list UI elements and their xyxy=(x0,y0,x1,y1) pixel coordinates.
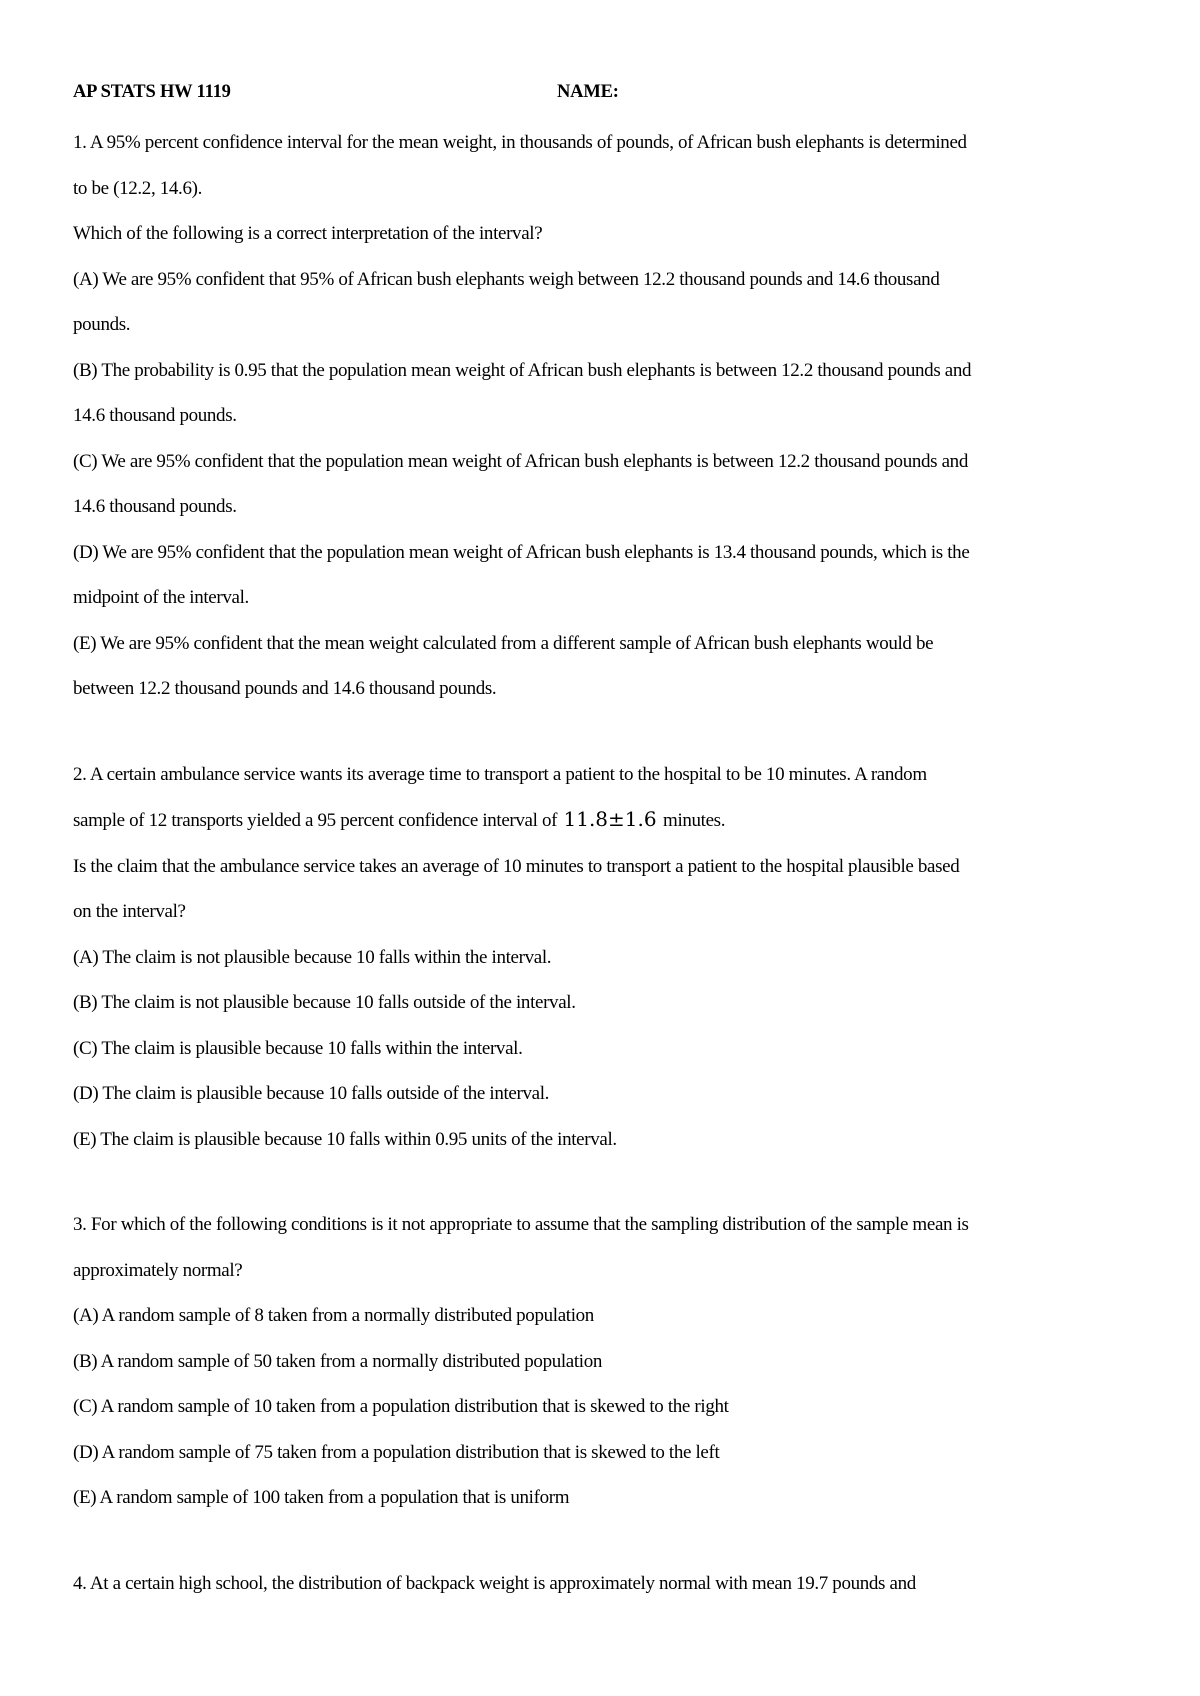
question-spacer xyxy=(73,1521,1153,1561)
q2-option-b: (B) The claim is not plausible because 10 falls outside of the interval. xyxy=(73,992,576,1013)
q2-prompt-line-2: on the interval? xyxy=(73,901,186,922)
q1-option-d-line-1: (D) We are 95% confident that the population mean weight of African bush elephants is 13.4 thousand pounds, which is the xyxy=(73,541,970,563)
question-3 xyxy=(73,1202,1153,1521)
q2-option-a: (A) The claim is not plausible because 10 falls within the interval. xyxy=(73,946,552,968)
q3-option-c: (C) A random sample of 10 taken from a population distribution that is skewed to the right xyxy=(73,1396,729,1417)
q1-stem-line-2: to be (12.2, 14.6). xyxy=(73,177,202,199)
q3-option-e: (E) A random sample of 100 taken from a population that is uniform xyxy=(73,1487,570,1508)
question-2 xyxy=(73,752,1153,1163)
worksheet-title: AP STATS HW 1119 xyxy=(73,82,231,102)
q1-option-e-line-2: between 12.2 thousand pounds and 14.6 thousand pounds. xyxy=(73,678,497,699)
q2-stem-line-1: 2. A certain ambulance service wants its average time to transport a patient to the hospital to be 10 minutes. A random xyxy=(73,763,927,785)
question-1 xyxy=(73,120,1153,712)
q2-option-d: (D) The claim is plausible because 10 falls outside of the interval. xyxy=(73,1083,550,1104)
question-4 xyxy=(73,1561,1153,1607)
q2-interval-expression: 11.8±1.6 xyxy=(563,807,657,831)
q3-stem-line-1: 3. For which of the following conditions is it not appropriate to assume that the sampling distribution of the sample mean is xyxy=(73,1214,969,1235)
q1-option-c-line-2: 14.6 thousand pounds. xyxy=(73,496,237,517)
q1-option-b-line-1: (B) The probability is 0.95 that the population mean weight of African bush elephants is between 12.2 thousand pounds and xyxy=(73,359,972,381)
q1-option-a-line-2: pounds. xyxy=(73,314,131,335)
q3-option-b: (B) A random sample of 50 taken from a normally distributed population xyxy=(73,1350,603,1372)
q2-prompt-line-1: Is the claim that the ambulance service takes an average of 10 minutes to transport a patient to the hospital plausible based xyxy=(73,855,960,877)
q2-option-e: (E) The claim is plausible because 10 falls within 0.95 units of the interval. xyxy=(73,1128,617,1150)
q1-prompt: Which of the following is a correct interpretation of the interval? xyxy=(73,223,543,244)
q2-stem-text-after: minutes. xyxy=(663,810,726,831)
q2-option-c: (C) The claim is plausible because 10 falls within the interval. xyxy=(73,1037,523,1059)
q1-option-c-line-1: (C) We are 95% confident that the population mean weight of African bush elephants is between 12.2 thousand pounds and xyxy=(73,450,968,472)
q4-stem-line-1: 4. At a certain high school, the distribution of backpack weight is approximately normal with mean 19.7 pounds and xyxy=(73,1572,916,1594)
q1-stem-line-1: 1. A 95% percent confidence interval for the mean weight, in thousands of pounds, of African bush elephants is determined xyxy=(73,132,967,153)
q1-option-d-line-2: midpoint of the interval. xyxy=(73,587,249,608)
worksheet-header xyxy=(73,82,1133,110)
q3-option-d: (D) A random sample of 75 taken from a population distribution that is skewed to the left xyxy=(73,1441,720,1463)
question-spacer xyxy=(73,1162,1153,1202)
q2-stem-line-2 xyxy=(73,797,1153,844)
q1-option-e-line-1: (E) We are 95% confident that the mean weight calculated from a different sample of African bush elephants would be xyxy=(73,632,934,654)
q2-stem-text-before: sample of 12 transports yielded a 95 percent confidence interval of xyxy=(73,810,558,831)
q3-stem-line-2: approximately normal? xyxy=(73,1259,243,1281)
worksheet-body xyxy=(73,120,1153,1606)
q3-option-a: (A) A random sample of 8 taken from a normally distributed population xyxy=(73,1305,594,1326)
q1-option-a-line-1: (A) We are 95% confident that 95% of African bush elephants weigh between 12.2 thousand pounds and 14.6 thousand xyxy=(73,268,940,290)
question-spacer xyxy=(73,712,1153,752)
name-label: NAME: xyxy=(557,82,619,102)
q1-option-b-line-2: 14.6 thousand pounds. xyxy=(73,405,237,426)
